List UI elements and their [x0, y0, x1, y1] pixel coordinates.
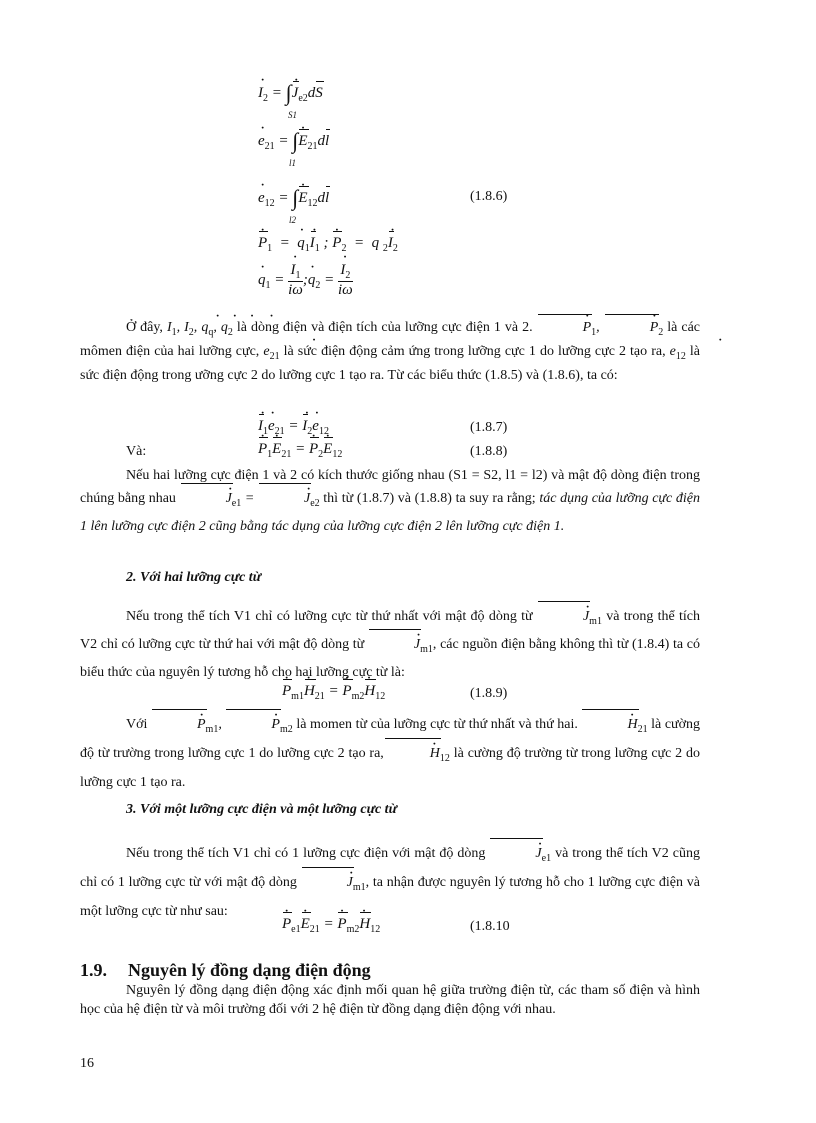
conclusion-italic: tác dụng của lưỡng cực điện 1 lên lưỡng cực điện 2 cũng bằng tác dụng của lưỡng cực điện 2 lên lưỡng cực điện 1.: [80, 491, 701, 534]
integral-limit-l2: l2: [289, 215, 297, 225]
paragraph-text: Với: [126, 717, 148, 732]
label-va: Và:: [126, 444, 147, 459]
paragraph-mixed-dipoles: Nếu trong thể tích V1 chỉ có 1 lưỡng cực điện với mật độ dòng · $J_{e1}$ và trong thể tích V2 cũng chỉ có 1 lưỡng cực từ với mật độ dòng · $J_{m1}$, ta nhận được nguyên lý tương hỗ cho 1 lưỡng cực điện và một lưỡng cực từ như sau:: [80, 842, 700, 924]
integral-limit-S1: S1: [288, 110, 297, 120]
paragraph-electric-conclusion: Nếu hai lưỡng cực điện 1 và 2 có kích thước giống nhau (S1 = S2, l1 = l2) và mật độ dòng điện trong chúng bằng nhau · $J_{e1}$ = · $J_{e2}$ thì từ (1.8.7) và (1.8.8) ta suy ra rằng; tác dụng của lưỡng cực điện 1 lên lưỡng cực điện 2 cũng bằng tác dụng của lưỡng cực điện 2 lên lưỡng cực điện 1.: [80, 464, 700, 538]
equation-reciprocity-current: · $I_1\cdot e_{21}$ = · $I_2\cdot e_{12}$: [258, 418, 329, 437]
paragraph-magnetic-moments: Với · $P_{m1}$, · $P_{m2}$ là momen từ của lưỡng cực từ thứ nhất và thứ hai. · $H_{21}$ là cường độ từ trường trong lưỡng cực 1 do lưỡng cực 2 tạo $ra,\cdot H_{12}$ là cường độ trường từ trong lưỡng cực 2 do lưỡng cực 1 tạo ra.: [80, 713, 700, 795]
equation-mixed-reciprocity: · $P_{e1}\cdot E_{21}$ = · $P_{m2}\cdot H_{12}$: [282, 916, 380, 935]
paragraph-text: thì từ (1.8.7) và (1.8.8) ta suy ra rằng;: [323, 491, 536, 506]
section-number: 1.9.: [80, 960, 107, 980]
section-heading: Nguyên lý đồng dạng điện động: [128, 960, 371, 980]
subsection-heading-magnetic-dipoles: 2. Với hai lưỡng cực từ: [126, 570, 262, 585]
equation-number: (1.8.10: [470, 919, 510, 934]
equation-current-I2: · $I_2$ = ∫· $J_{e2}dS$: [258, 80, 323, 106]
equation-magnetic-reciprocity: · $P_{m1}\cdot H_{21}$ = · $P_{m2}\cdot H_{12}$: [282, 683, 385, 702]
paragraph-dipole-definitions: Ở đây, · $I_1$, · $I_2$, · $q_q$, · $q_2$ là dòng điện và điện tích của lưỡng cực điện 1 và 2. · $P_1$, · $P_2$ là các mômen điện của hai lưỡng cực, · $e_{21}$ là sức điện động cảm ứng trong lưỡng cực 1 do lưỡng cực 2 tạo ra, · $e_{12}$ là sức điện động trong ưỡng cực 2 do lưỡng cực 1 tạo ra. Từ các biểu thức (1.8.5) và (1.8.6), ta có:: [80, 318, 700, 385]
paragraph-similarity-principle: Nguyên lý đồng dạng điện động xác định mối quan hệ giữa trường điện từ, các tham số điện và hình học của hệ điện từ và môi trường đối với 2 hệ điện từ đồng dạng điện động với nhau.: [80, 983, 700, 1017]
equation-dipole-moments: · $P_1$ = · $q_1\cdot I_1$ ; · $P_2 = q$ $_2\cdot I_2$: [258, 235, 398, 254]
subsection-heading-mixed-dipoles: 3. Với một lưỡng cực điện và một lưỡng cực từ: [126, 802, 397, 817]
equation-emf-e12: · $e_{12}$ = ∫· $E_{12}dl$: [258, 185, 329, 211]
equation-number: (1.8.9): [470, 686, 508, 701]
paragraph-text: và trong thể tích V2 chỉ có lưỡng cực từ thứ hai với mật độ dòng từ: [80, 609, 701, 652]
paragraph-text: và trong thể tích V2 cũng chỉ có 1 lưỡng cực từ với mật độ dòng: [80, 846, 701, 890]
page-number: 16: [80, 1056, 94, 1071]
paragraph-text: , các nguồn điện bằng không thì từ (1.8.4) ta có biểu thức của nguyên lý tương hỗ cho hai lưỡng cực từ là:: [80, 636, 701, 680]
paragraph-text: Nếu trong thể tích V1 chỉ có 1 lưỡng cực điện với mật độ dòng: [126, 846, 486, 861]
paragraph-text: là cường độ từ trường trong lưỡng cực 1 do lưỡng cực 2 tạo ra,: [80, 717, 701, 761]
equation-number: (1.8.8): [470, 444, 508, 459]
paragraph-magnetic-dipoles: Nếu trong thể tích V1 chỉ có lưỡng cực từ thứ nhất với mật độ dòng từ · $J_{m1}$ và trong thể tích V2 chỉ có lưỡng cực từ thứ hai với mật độ dòng từ · $J_{m1}$, các nguồn điện bằng không thì từ (1.8.4) ta có biểu thức của nguyên lý tương hỗ cho hai lưỡng cực từ là:: [80, 605, 700, 684]
paragraph-text: , ta nhận được nguyên lý tương hỗ cho 1 lưỡng cực điện và một lưỡng cực từ như sau:: [80, 874, 700, 919]
equation-reciprocity-moment: · $P_1\cdot E_{21}$ = · $P_2\cdot E_{12}$: [258, 441, 342, 460]
equation-number: (1.8.7): [470, 420, 508, 435]
paragraph-text: Nếu hai lưỡng cực điện 1 và 2 có kích thước giống nhau (S1 = S2, l1 = l2) và mật độ dòng điện trong chúng bằng nhau: [80, 468, 700, 506]
paragraph-text: là cường độ trường từ trong lưỡng cực 2 do lưỡng cực 1 tạo ra.: [80, 745, 701, 790]
equation-charges: · $q_1$ = · $\frac{I_1}{i\omega}$ ;· $q_2$ = · $\frac{I_2}{i\omega}$: [258, 262, 353, 299]
integral-limit-l1: l1: [289, 158, 297, 168]
paragraph-text: là momen từ của lưỡng cực từ thứ nhất và thứ hai.: [296, 717, 578, 732]
paragraph-text: Nếu trong thể tích V1 chỉ có lưỡng cực từ thứ nhất với mật độ dòng từ: [126, 609, 533, 624]
equation-emf-e21: · $e_{21}$ = ∫· $E_{21}dl$: [258, 128, 329, 154]
equation-number: (1.8.6): [470, 189, 508, 204]
